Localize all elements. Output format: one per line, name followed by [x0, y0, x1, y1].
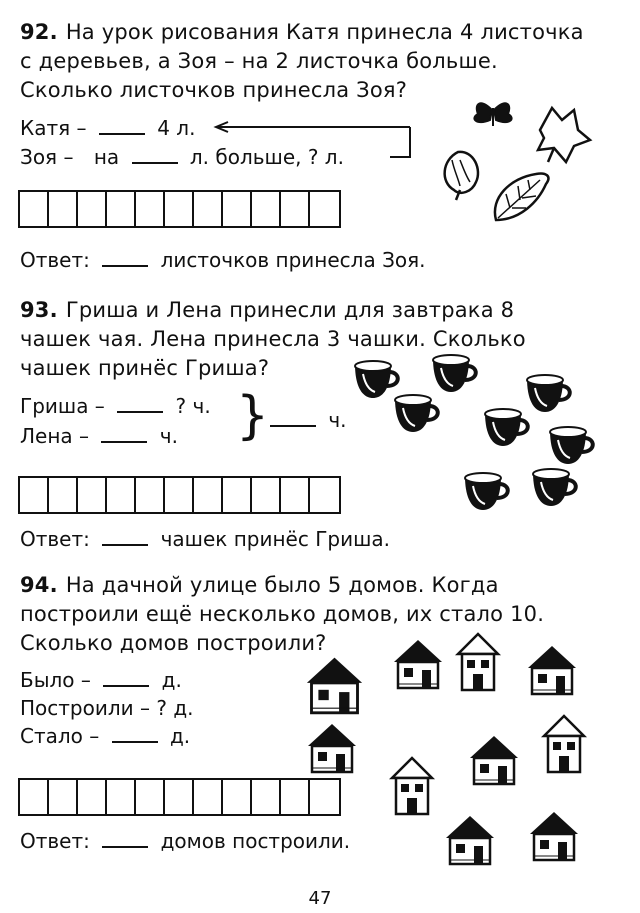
- grid-cell[interactable]: [310, 478, 339, 512]
- grid-cell[interactable]: [223, 478, 252, 512]
- task-94-question: На дачной улице было 5 домов. Когда построили ещё несколько домов, их стало 10. Сколько домов построили?: [20, 573, 545, 655]
- lena-blank[interactable]: [101, 427, 147, 443]
- answer-blank[interactable]: [102, 530, 148, 546]
- grid-cell[interactable]: [107, 780, 136, 814]
- leaves-illustration: [440, 90, 620, 240]
- cup-icon: [395, 395, 438, 432]
- answer-label: Ответ:: [20, 527, 90, 551]
- grid-cell[interactable]: [223, 780, 252, 814]
- task-92-line-katya: [20, 116, 195, 140]
- cup-icon: [533, 469, 576, 506]
- grid-cell[interactable]: [136, 192, 165, 226]
- house-icon: [458, 634, 498, 690]
- answer-label: Ответ:: [20, 248, 90, 272]
- grid-cell[interactable]: [310, 192, 339, 226]
- task-94-line-postroili: [20, 696, 194, 720]
- task-92-arrow: [210, 122, 420, 162]
- curly-brace-icon: }: [236, 386, 270, 446]
- grid-cell[interactable]: [107, 478, 136, 512]
- answer-suffix: домов построили.: [160, 829, 351, 853]
- zoya-label: Зоя –: [20, 145, 74, 169]
- grisha-suffix: ? ч.: [175, 394, 211, 418]
- grid-cell[interactable]: [165, 780, 194, 814]
- grid-cell[interactable]: [20, 478, 49, 512]
- task-93-question: Гриша и Лена принесли для завтрака 8 чашек чая. Лена принесла 3 чашки. Сколько чашек принёс Гриша?: [20, 298, 526, 380]
- zoya-suffix: л. больше, ? л.: [189, 145, 344, 169]
- task-93-line-grisha: [20, 394, 211, 418]
- house-icon: [308, 724, 356, 772]
- bylo-suffix: д.: [161, 668, 182, 692]
- lena-suffix: ч.: [159, 424, 178, 448]
- bylo-blank[interactable]: [103, 671, 149, 687]
- lena-label: Лена –: [20, 424, 90, 448]
- stalo-label: Стало –: [20, 724, 100, 748]
- grisha-blank[interactable]: [117, 397, 163, 413]
- house-icon: [307, 658, 362, 713]
- tower-icon: [544, 716, 584, 772]
- grid-cell[interactable]: [252, 192, 281, 226]
- grid-cell[interactable]: [281, 478, 310, 512]
- cup-icon: [355, 361, 398, 398]
- task-92-question: На урок рисования Катя принесла 4 листочка с деревьев, а Зоя – на 2 листочка больше. Сколько листочков принесла Зоя?: [20, 20, 584, 102]
- house-icon: [446, 816, 494, 864]
- answer-blank[interactable]: [102, 251, 148, 267]
- bylo-label: Было –: [20, 668, 91, 692]
- house-icon: [528, 646, 576, 694]
- katya-value: 4 л.: [157, 116, 196, 140]
- answer-suffix: чашек принёс Гриша.: [160, 527, 391, 551]
- grid-cell[interactable]: [78, 780, 107, 814]
- task-94-line-stalo: [20, 724, 190, 748]
- grid-cell[interactable]: [165, 192, 194, 226]
- cup-icon: [433, 355, 476, 392]
- task-93-line-lena: [20, 424, 178, 448]
- postroili-label: Построили – ? д.: [20, 696, 194, 720]
- katya-blank[interactable]: [99, 119, 145, 135]
- oak-leaf-icon: [495, 173, 548, 220]
- tower-icon: [392, 758, 432, 814]
- grid-cell[interactable]: [49, 780, 78, 814]
- total-suffix: ч.: [328, 408, 347, 432]
- answer-blank[interactable]: [102, 832, 148, 848]
- task-92-answer-grid: [18, 190, 341, 228]
- grid-cell[interactable]: [281, 192, 310, 226]
- task-93-answer: [20, 527, 390, 551]
- house-icon: [394, 640, 442, 688]
- page-number: 47: [308, 888, 332, 909]
- cups-illustration: [345, 350, 605, 525]
- houses-illustration: [300, 630, 610, 870]
- grid-cell[interactable]: [194, 780, 223, 814]
- task-94-number: 94.: [20, 573, 58, 597]
- task-94-line-bylo: [20, 668, 182, 692]
- grid-cell[interactable]: [20, 192, 49, 226]
- butterfly-icon: [474, 103, 511, 126]
- cup-icon: [465, 473, 508, 510]
- round-leaf-icon: [445, 152, 478, 200]
- grid-cell[interactable]: [107, 192, 136, 226]
- cup-icon: [550, 427, 593, 464]
- zoya-blank[interactable]: [132, 148, 178, 164]
- cup-icon: [527, 375, 570, 412]
- grid-cell[interactable]: [49, 478, 78, 512]
- task-93-total: [264, 408, 347, 432]
- grid-cell[interactable]: [165, 478, 194, 512]
- task-93-number: 93.: [20, 298, 58, 322]
- grid-cell[interactable]: [223, 192, 252, 226]
- zoya-prefix: на: [93, 145, 120, 169]
- house-icon: [470, 736, 518, 784]
- cup-icon: [485, 409, 528, 446]
- stalo-suffix: д.: [169, 724, 191, 748]
- stalo-blank[interactable]: [112, 727, 158, 743]
- task-93-answer-grid: [18, 476, 341, 514]
- task-94-answer-grid: [18, 778, 341, 816]
- katya-label: Катя –: [20, 116, 87, 140]
- grid-cell[interactable]: [78, 192, 107, 226]
- answer-suffix: листочков принесла Зоя.: [160, 248, 426, 272]
- task-92-answer: [20, 248, 426, 272]
- grid-cell[interactable]: [194, 192, 223, 226]
- grid-cell[interactable]: [194, 478, 223, 512]
- grid-cell[interactable]: [136, 478, 165, 512]
- grid-cell[interactable]: [20, 780, 49, 814]
- answer-label: Ответ:: [20, 829, 90, 853]
- grid-cell[interactable]: [252, 478, 281, 512]
- maple-leaf-icon: [538, 108, 590, 162]
- total-blank[interactable]: [270, 411, 316, 427]
- grid-cell[interactable]: [49, 192, 78, 226]
- task-92-number: 92.: [20, 20, 58, 44]
- house-icon: [530, 812, 578, 860]
- grid-cell[interactable]: [252, 780, 281, 814]
- grid-cell[interactable]: [136, 780, 165, 814]
- grid-cell[interactable]: [78, 478, 107, 512]
- grisha-label: Гриша –: [20, 394, 105, 418]
